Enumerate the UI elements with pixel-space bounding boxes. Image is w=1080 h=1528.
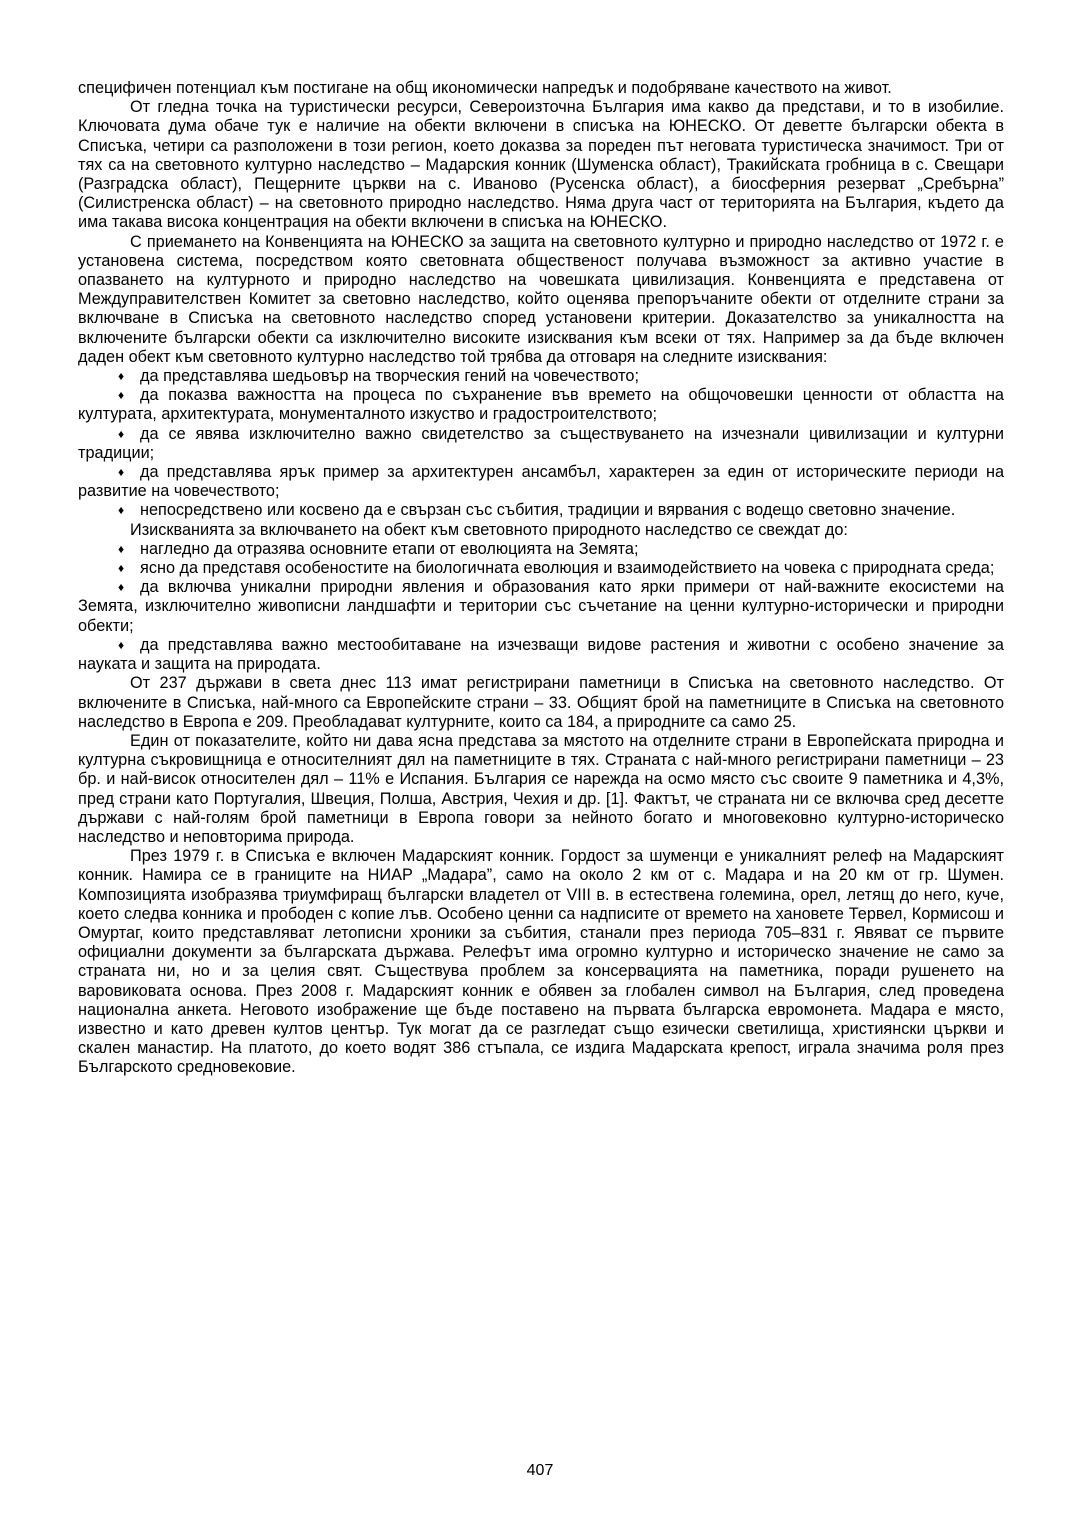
diamond-bullet-icon: ♦ [118, 465, 125, 480]
diamond-bullet-icon: ♦ [118, 580, 125, 595]
page-number: 407 [526, 1462, 554, 1479]
paragraph-intro-continuation: специфичен потенциал към постигане на общ икономически напредък и подобряване качеството на живот. [78, 79, 892, 97]
document-page [78, 79, 1004, 1078]
paragraph-natural-requirements: Изискванията за включването на обект към световното природното наследство се свеждат до: [130, 520, 848, 539]
diamond-bullet-icon: ♦ [118, 637, 125, 652]
paragraph-tourist-resources: От гледна точка на туристически ресурси, Североизточна България има какво да представи, и то в изобилие. Ключовата дума обаче тук е наличие на обекти включени в списъка на ЮНЕСКО. От деветте български обекта в Списъка, четири са разположени в този регион, което доказва за пореден път неговата туристическа значимост. Три от тях са на световното културно наследство – Мадарския конник (Шуменска област), Тракийската гробница в с. Свещари (Разградска област), Пещерните църкви на с. Иваново (Русенска област), а биосферния резерват „Сребърна” (Силистренска област) – на световното природно наследство. Няма друга част от територията на България, където да има такава висока концентрация на обекти включени в списъка на ЮНЕСКО. [78, 98, 1004, 232]
list-item: ♦ ясно да представя особеностите на биологичната еволюция и взаимодействието на човека с природната среда; [118, 559, 995, 578]
list-item: ♦ да включва уникални природни явления и образования като ярки примери от най-важните екосистеми на Земята, изключително живописни ландшафти и територии със съчетание на ценни културно-исторически и природни обекти; [78, 578, 1004, 635]
list-item: ♦ нагледно да отразява основните етапи от еволюцията на Земята; [118, 539, 639, 558]
diamond-bullet-icon: ♦ [118, 561, 125, 576]
list-item: ♦ да представлява ярък пример за архитектурен ансамбъл, характерен за един от историческите периоди на развитие на човечеството; [78, 463, 1004, 501]
diamond-bullet-icon: ♦ [118, 426, 125, 441]
diamond-bullet-icon: ♦ [118, 503, 125, 518]
paragraph-world-statistics: От 237 държави в света днес 113 имат регистрирани паметници в Списъка на световното наследство. От включените в Списъка, най-много са Европейските страни – 33. Общият брой на паметниците в Списъка на световното наследство в Европа е 209. Преобладават културните, които са 184, а природните са само 25. [78, 674, 1004, 731]
paragraph-madara-rider: През 1979 г. в Списъка е включен Мадарският конник. Гордост за шуменци е уникалният релеф на Мадарският конник. Намира се в границите на НИАР „Мадара”, само на около 2 км от с. Мадара и на 20 км от гр. Шумен. Композицията изобразява триумфиращ български владетел от VIII в. в естествена големина, орел, летящ до него, куче, което следва конника и прободен с копие лъв. Особено ценни са надписите от времето на хановете Тервел, Кормисош и Омуртаг, които представляват летописни хроники за събития, станали през периода 705–831 г. Явяват се първите официални документи за българската държава. Релефът има огромно културно и историческо значение не само за страната ни, но и за целия свят. Съществува проблем за консервацията на паметника, поради рушенето на варовиковата основа. През 2008 г. Мадарският конник е обявен за глобален символ на България, след проведена национална анкета. Неговото изображение ще бъде поставено на първата българска евромонета. Мадара е място, известно и като древен култов център. Тук могат да се разгледат също езически светилища, християнски църкви и скален манастир. На платото, до което водят 386 стъпала, се издига Мадарската крепост, играла значима роля през Българското средновековие. [78, 847, 1004, 1077]
list-item: ♦ непосредствено или косвено да е свързан със събития, традиции и вярвания с водещо световно значение. [118, 501, 956, 520]
list-item: ♦ да се явява изключително важно свидетелство за съществуването на изчезнали цивилизации и културни традиции; [78, 424, 1004, 462]
diamond-bullet-icon: ♦ [118, 541, 125, 556]
paragraph-unesco-convention: С приемането на Конвенцията на ЮНЕСКО за защита на световното културно и природно наследство от 1972 г. е установена система, посредством която световната общественост получава възможност за активно участие в опазването на културното и природно наследство на човешката цивилизация. Конвенцията е представена от Междуправителствен Комитет за световно наследство, който оценява препоръчаните обекти от отделните страни за включване в Списъка на световното наследство според установени критерии. Доказателство за уникалността на включените български обекти са изключително високите изисквания към всеки от тях. Например за да бъде включен даден обект към световното културно наследство той трябва да отговаря на следните изисквания: [78, 232, 1004, 366]
natural-criteria-list [78, 540, 1004, 674]
list-item: ♦ да представлява шедьовър на творческия гений на човечеството; [118, 367, 639, 386]
list-item: ♦ да показва важността на процеса по съхранение във времето на общочовешки ценности от областта на културата, архитектурата, монументалното изкуство и градостроителството; [78, 386, 1004, 424]
diamond-bullet-icon: ♦ [118, 388, 125, 403]
paragraph-european-share: Един от показателите, който ни дава ясна представа за мястото на отделните страни в Европейската природна и културна съкровищница е относителният дял на паметниците в тях. Страната с най-много регистрирани паметници – 23 бр. и най-висок относителен дял – 11% е Испания. България се нарежда на осмо място със своите 9 паметника и 4,3%, пред страни като Португалия, Швеция, Полша, Австрия, Чехия и др. [1]. Фактът, че страната ни се включва сред десетте държави с най-голям брой паметници в Европа говори за нейното богато и многовековно културно-историческо наследство и неповторима природа. [78, 731, 1004, 846]
diamond-bullet-icon: ♦ [118, 369, 125, 384]
list-item: ♦ да представлява важно местообитаване на изчезващи видове растения и животни с особено значение за науката и защита на природата. [78, 635, 1004, 674]
cultural-criteria-list [78, 367, 1004, 521]
